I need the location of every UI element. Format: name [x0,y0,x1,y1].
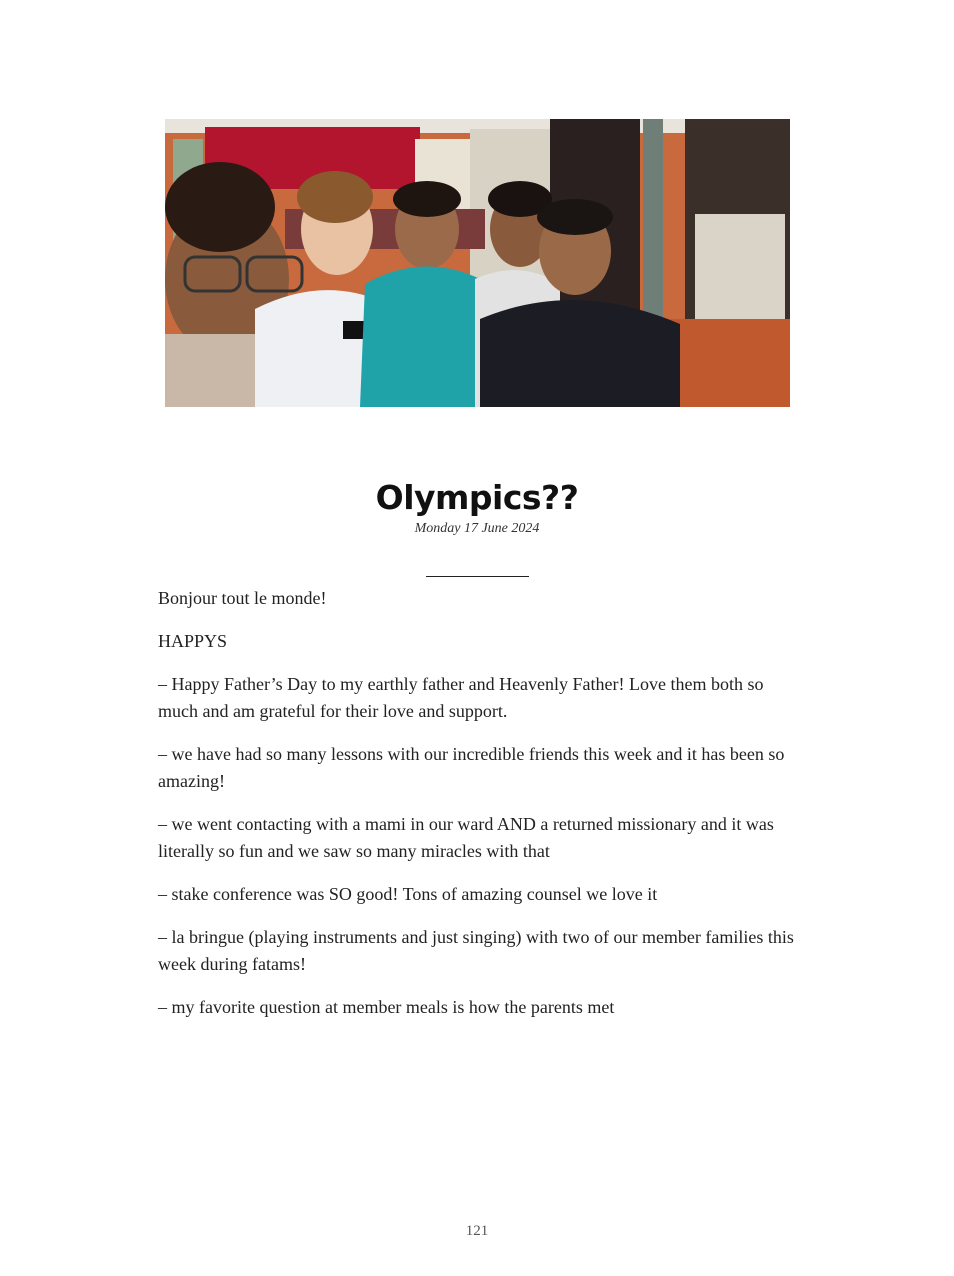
post-date: Monday 17 June 2024 [414,521,540,536]
paragraph-item: – Happy Father’s Day to my earthly father and Heavenly Father! Love them both so much and am grateful for their love and support. [158,674,764,721]
divider [426,576,529,577]
paragraph-greeting: Bonjour tout le monde! [158,588,327,608]
paragraph-item: – stake conference was SO good! Tons of amazing counsel we love it [158,884,658,904]
post-title: Olympics?? [375,478,579,517]
paragraph-item: – my favorite question at member meals is how the parents met [158,997,615,1017]
paragraph-item: – we went contacting with a mami in our ward AND a returned missionary and it was literally so fun and we saw so many miracles with that [158,814,774,861]
post-body [158,585,796,1037]
paragraph-item: – la bringue (playing instruments and just singing) with two of our member families this week during fatams! [158,927,794,974]
page-number: 121 [465,1223,489,1239]
paragraph-heading: HAPPYS [158,631,228,651]
paragraph-item: – we have had so many lessons with our incredible friends this week and it has been so amazing! [158,744,785,791]
group-photo [165,119,790,407]
